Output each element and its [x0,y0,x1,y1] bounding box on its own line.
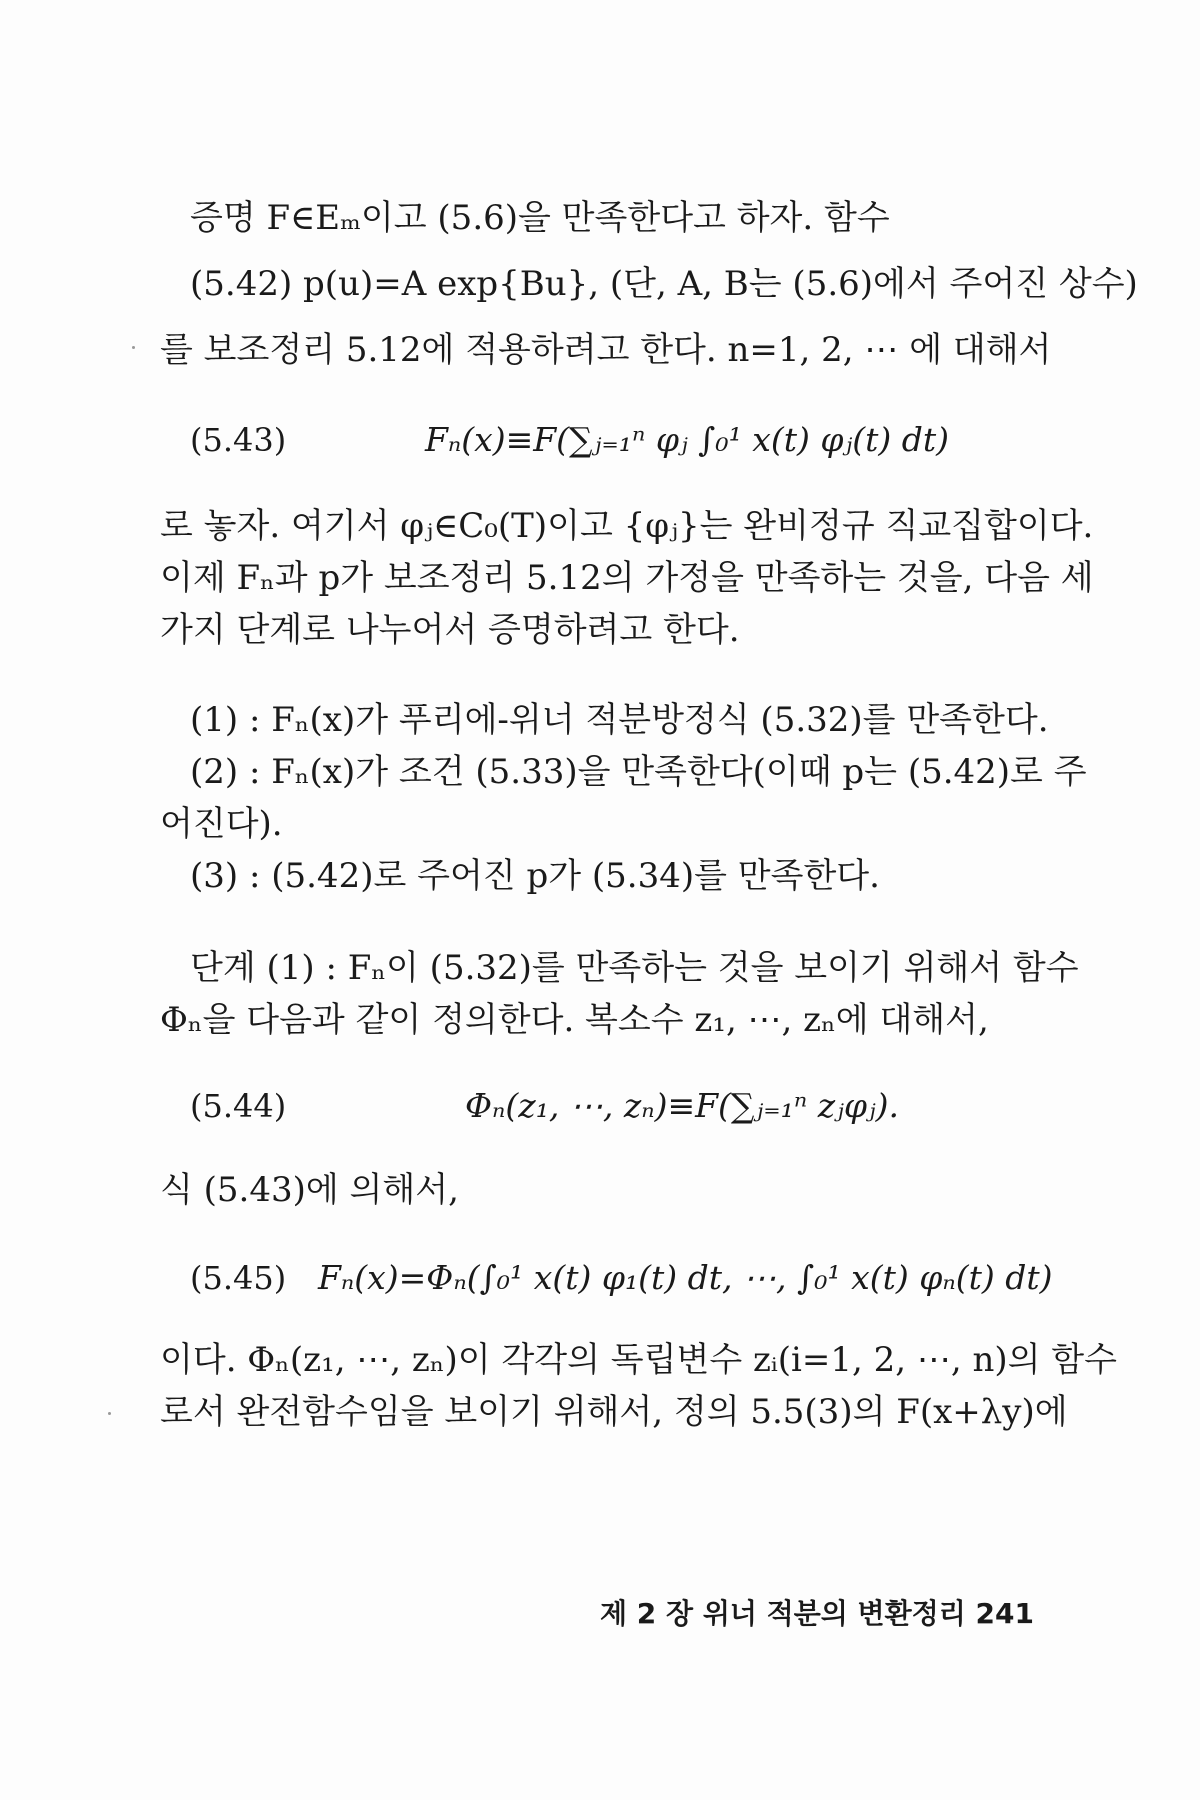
equation-5-43: Fₙ(x)≡F(∑ⱼ₌₁ⁿ φⱼ ∫₀¹ x(t) φⱼ(t) dt) [425,420,949,459]
proof-line-1: 증명 F∈Eₘ이고 (5.6)을 만족한다고 하자. 함수 [190,198,890,238]
paragraph-5-line-1: 이다. Φₙ(z₁, ⋯, zₙ)이 각각의 독립변수 zᵢ(i=1, 2, ⋯, n)의 함수 [160,1340,1117,1380]
paragraph-5-line-2: 로서 완전함수임을 보이기 위해서, 정의 5.5(3)의 F(x+λy)에 [160,1392,1068,1432]
paragraph-3-line-1: 단계 (1) : Fₙ이 (5.32)를 만족하는 것을 보이기 위해서 함수 [190,948,1079,988]
step-2-line-1: (2) : Fₙ(x)가 조건 (5.33)을 만족한다(이때 p는 (5.42)로 주 [190,752,1087,792]
paragraph-2-line-3: 가지 단계로 나누어서 증명하려고 한다. [160,610,740,650]
paragraph-2-line-2: 이제 Fₙ과 p가 보조정리 5.12의 가정을 만족하는 것을, 다음 세 [160,558,1094,598]
scan-speck [132,346,135,349]
proof-line-2: 를 보조정리 5.12에 적용하려고 한다. n=1, 2, ⋯ 에 대해서 [160,330,1052,370]
step-2-line-2: 어진다). [160,804,283,844]
step-1: (1) : Fₙ(x)가 푸리에-위너 적분방정식 (5.32)를 만족한다. [190,700,1049,740]
paragraph-4-line-1: 식 (5.43)에 의해서, [160,1170,459,1210]
equation-5-44: Φₙ(z₁, ⋯, zₙ)≡F(∑ⱼ₌₁ⁿ zⱼφⱼ). [465,1086,900,1125]
equation-5-42-line: (5.42) p(u)=A exp{Bu}, (단, A, B는 (5.6)에서 주어진 상수) [190,264,1138,304]
equation-number-5-45: (5.45) [190,1259,287,1297]
equation-5-45: Fₙ(x)=Φₙ(∫₀¹ x(t) φ₁(t) dt, ⋯, ∫₀¹ x(t) φₙ(t) dt) [318,1258,1053,1297]
paragraph-2-line-1: 로 놓자. 여기서 φⱼ∈C₀(T)이고 {φⱼ}는 완비정규 직교집합이다. [160,506,1094,546]
paragraph-3-line-2: Φₙ을 다음과 같이 정의한다. 복소수 z₁, ⋯, zₙ에 대해서, [160,1000,989,1040]
equation-number-5-43: (5.43) [190,421,287,459]
equation-number-5-44: (5.44) [190,1087,287,1125]
scan-speck [108,1412,111,1415]
page-footer: 제 2 장 위너 적분의 변환정리 241 [600,1597,1034,1630]
step-3: (3) : (5.42)로 주어진 p가 (5.34)를 만족한다. [190,856,880,896]
